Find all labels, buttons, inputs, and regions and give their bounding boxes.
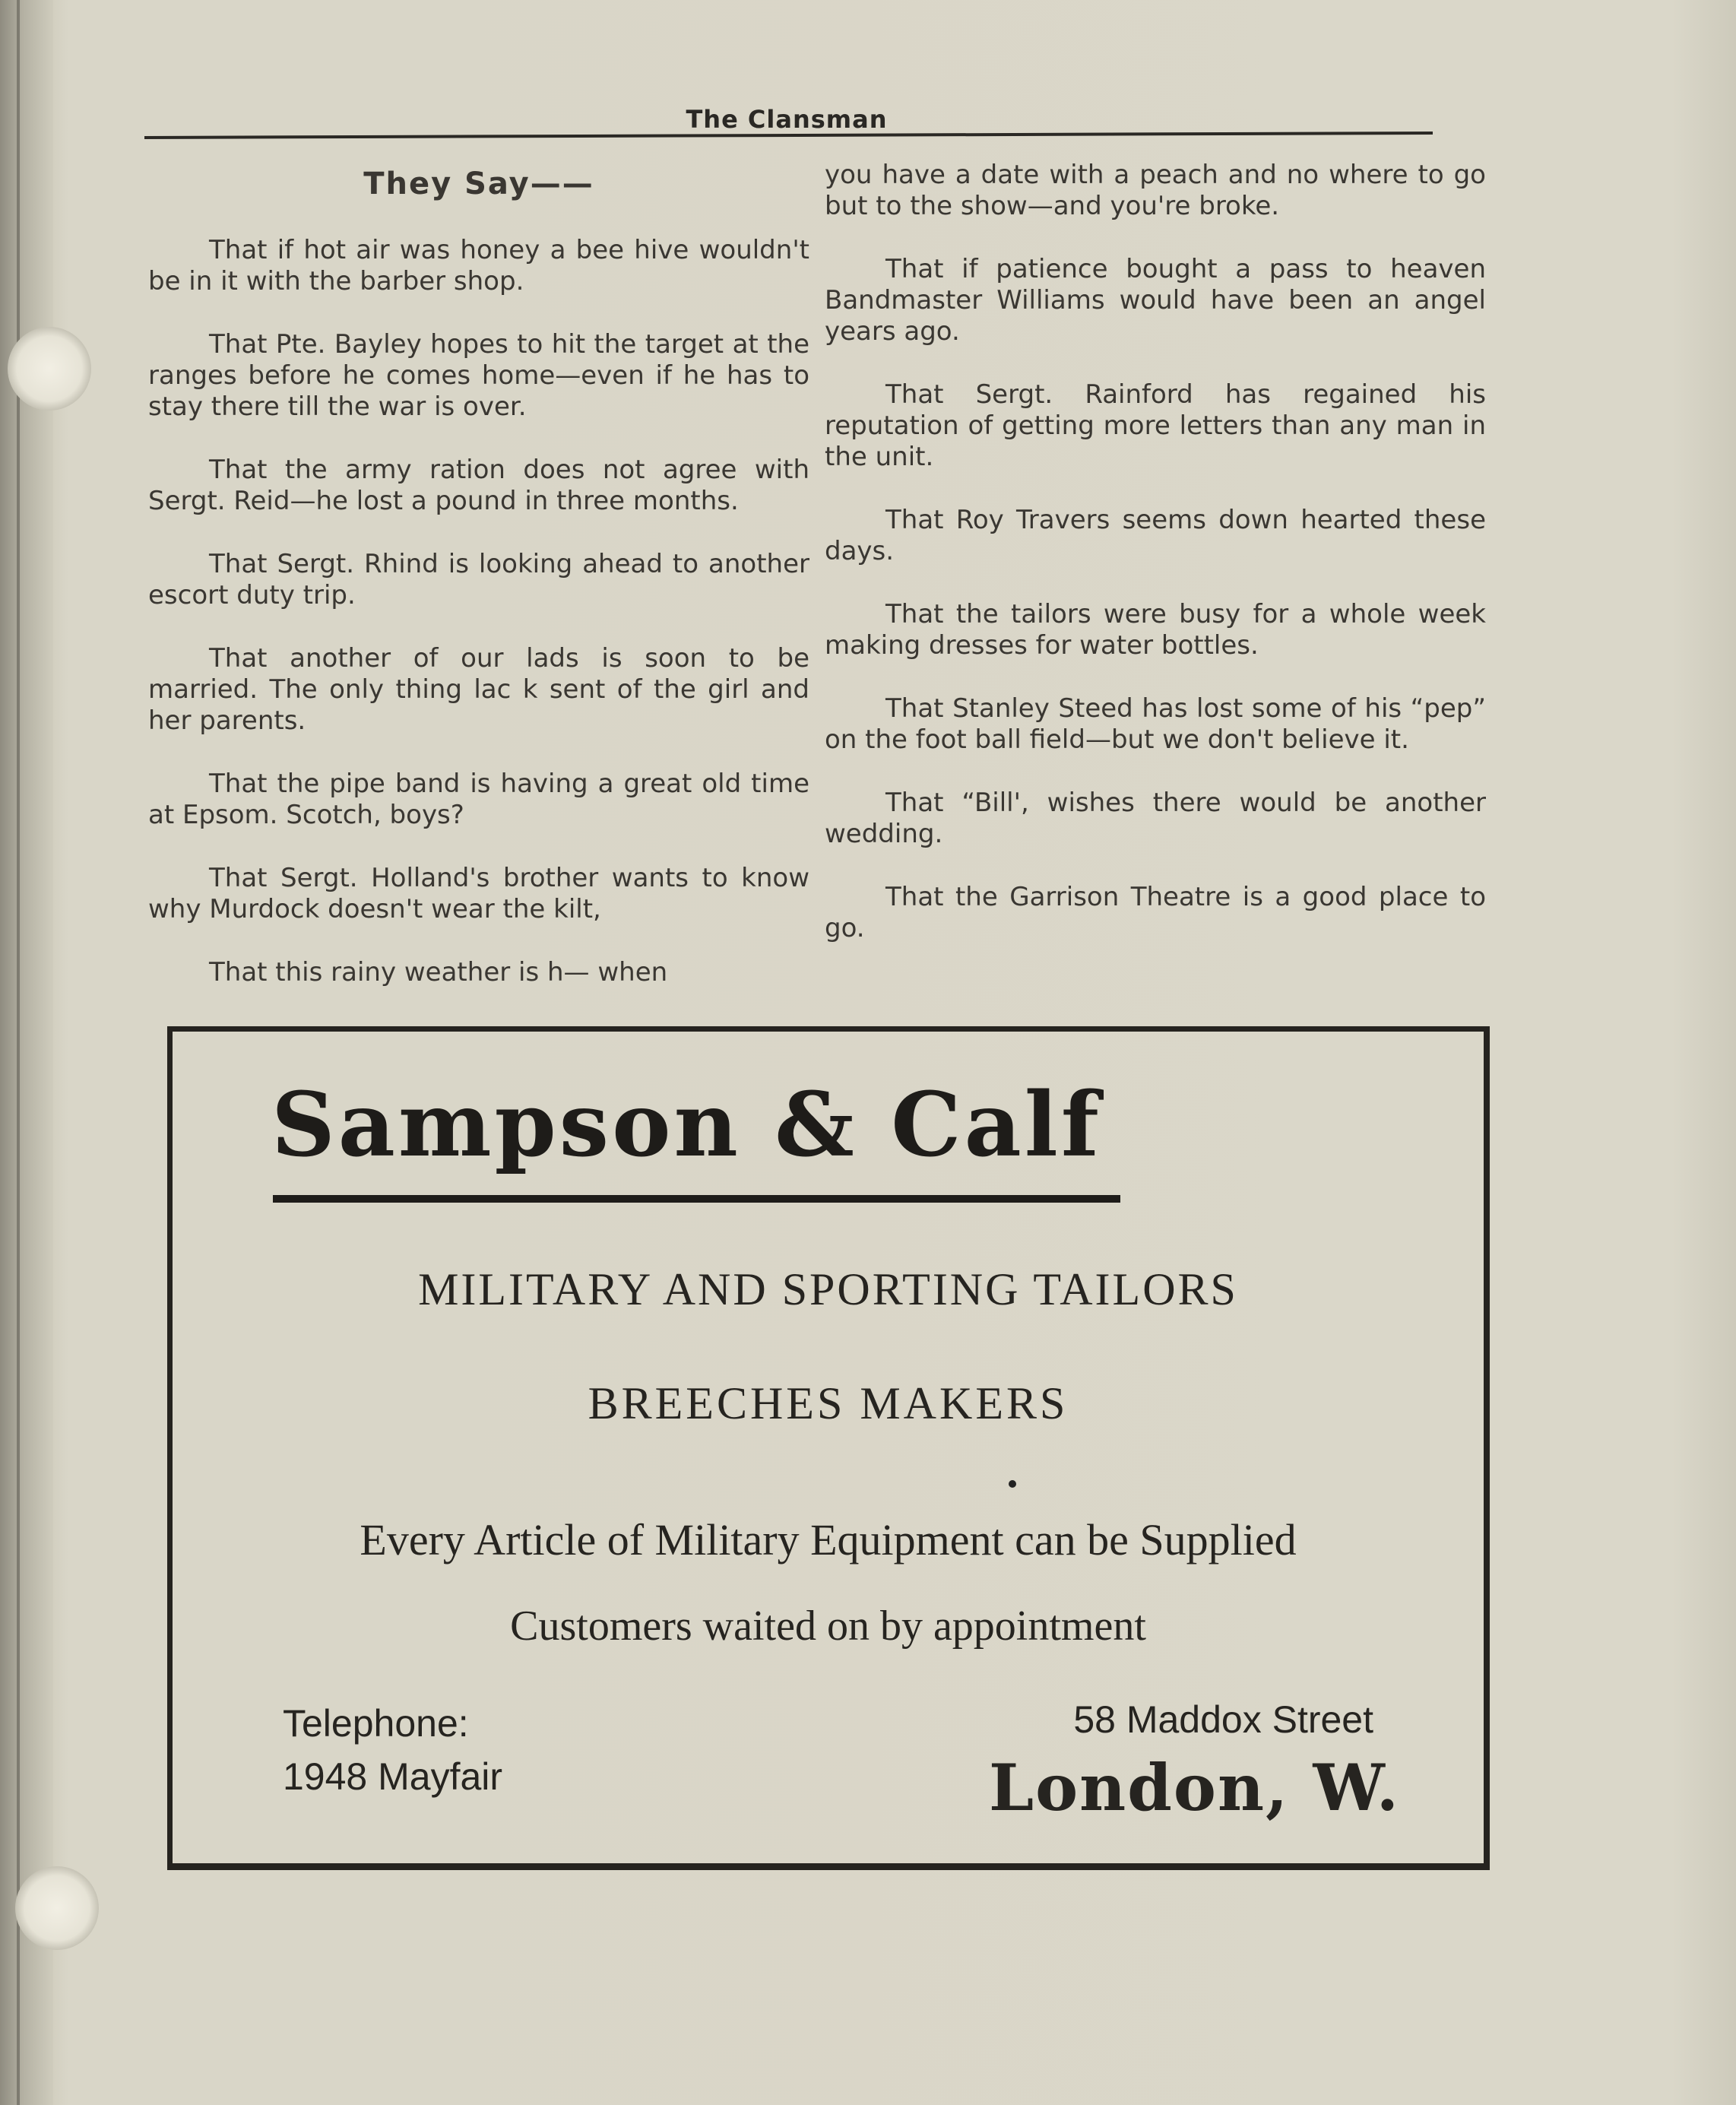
ink-dot bbox=[1009, 1480, 1016, 1488]
paragraph: That the Garrison Theatre is a good place to go. bbox=[825, 882, 1486, 943]
ad-address bbox=[989, 1693, 1400, 1830]
binding-spine bbox=[0, 0, 53, 2105]
ad-line-breeches: BREECHES MAKERS bbox=[588, 1378, 1069, 1428]
street-address: 58 Maddox Street bbox=[1073, 1698, 1373, 1741]
paragraph: That Stanley Steed has lost some of his “pep” on the foot ball field—but we don't believe it. bbox=[825, 693, 1486, 755]
ad-line-tailors: MILITARY AND SPORTING TAILORS bbox=[418, 1264, 1238, 1314]
paragraph: That Sergt. Holland's brother wants to know why Murdock doesn't wear the kilt, bbox=[148, 863, 809, 924]
paragraph: That the army ration does not agree with Sergt. Reid—he lost a pound in three months. bbox=[148, 455, 809, 516]
paragraph: That “Bill', wishes there would be another wedding. bbox=[825, 788, 1486, 849]
paragraph: That Pte. Bayley hopes to hit the target at the ranges before he comes home—even if he has to stay there till the war is over. bbox=[148, 329, 809, 422]
telephone-number: 1948 Mayfair bbox=[283, 1755, 503, 1798]
paragraph: you have a date with a peach and no where to go but to the show—and you're broke. bbox=[825, 160, 1486, 221]
paragraph: That the tailors were busy for a whole week making dresses for water bottles. bbox=[825, 599, 1486, 661]
telephone-label: Telephone: bbox=[283, 1702, 469, 1745]
running-header: The Clansman bbox=[686, 105, 888, 134]
article-column-left bbox=[148, 166, 809, 988]
paragraph: That this rainy weather is h— when bbox=[209, 957, 668, 988]
ad-line-appointment: Customers waited on by appointment bbox=[510, 1603, 1146, 1650]
article-title: They Say—— bbox=[363, 166, 594, 201]
paragraph: That another of our lads is soon to be married. The only thing lac k sent of the girl and her parents. bbox=[148, 643, 809, 736]
advertisement-box bbox=[167, 1026, 1490, 1870]
paragraph: That Roy Travers seems down hearted these days. bbox=[825, 505, 1486, 566]
brand-underline bbox=[273, 1195, 1120, 1203]
ad-line-equipment: Every Article of Military Equipment can be Supplied bbox=[360, 1515, 1297, 1564]
paragraph: That the pipe band is having a great old time at Epsom. Scotch, boys? bbox=[148, 769, 809, 830]
paragraph: That if hot air was honey a bee hive wouldn't be in it with the barber shop. bbox=[148, 235, 809, 296]
punch-hole-bottom bbox=[15, 1866, 99, 1950]
punch-hole-top bbox=[8, 327, 91, 411]
ad-brand-name: Sampson & Calf bbox=[271, 1073, 1102, 1177]
ad-telephone bbox=[283, 1697, 502, 1803]
article-column-right bbox=[825, 160, 1486, 944]
paragraph: That if patience bought a pass to heaven Bandmaster Williams would have been an angel years ago. bbox=[825, 254, 1486, 347]
paragraph: That Sergt. Rainford has regained his reputation of getting more letters than any man in the unit. bbox=[825, 379, 1486, 472]
city-name: London, W. bbox=[989, 1750, 1400, 1825]
binding-edge-line bbox=[17, 0, 20, 2105]
paragraph: That Sergt. Rhind is looking ahead to another escort duty trip. bbox=[148, 549, 809, 610]
